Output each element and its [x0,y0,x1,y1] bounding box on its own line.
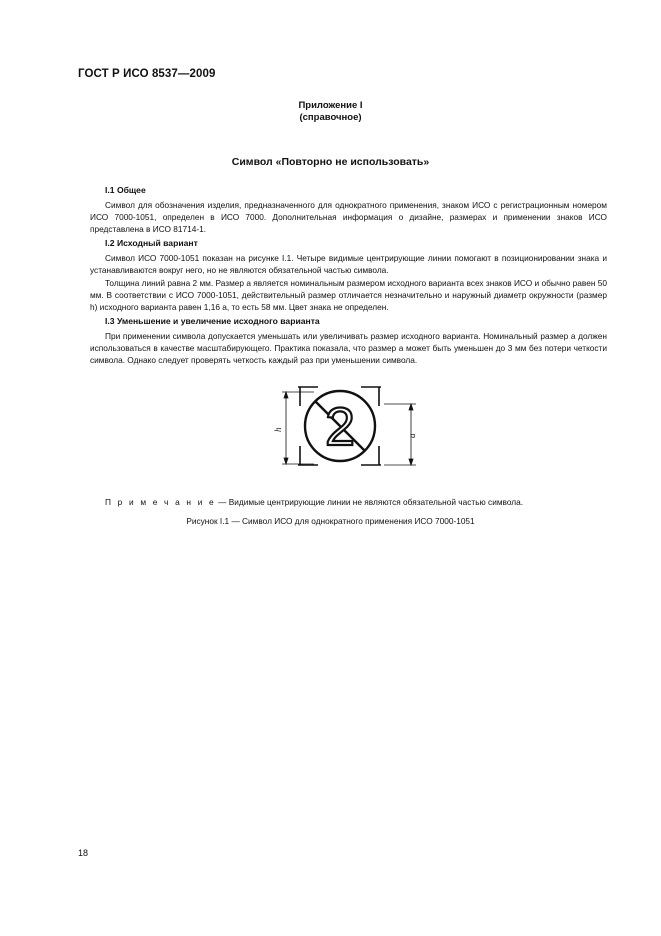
page-number: 18 [78,848,89,858]
paragraph-original-1: Символ ИСО 7000-1051 показан на рисунке I.1. Четыре видимые центрирующие линии помогают в позиционировании знака и устанавливаются вокруг него, но не являются обязательной частью символа. [90,253,607,276]
section-heading-scaling: I.3 Уменьшение и увеличение исходного варианта [105,316,320,326]
paragraph-scaling: При применении символа допускается уменьшать или увеличивать размер исходного варианта. Номинальный размер a должен использоваться в качестве масштабирующего. Практика показала, что размер a может быть уменьшен до 3 мм без потери четкости символа. Однако следует проверять четкость каждый раз при уменьшении символа. [90,331,607,366]
note-label: П р и м е ч а н и е [105,497,216,507]
document-header: ГОСТ Р ИСО 8537—2009 [78,68,216,80]
annex-title: Символ «Повторно не использовать» [231,156,430,168]
figure-symbol [260,378,430,474]
dimension-h-label: h [273,427,283,432]
appendix-label: Приложение I [298,100,363,111]
paragraph-general: Символ для обозначения изделия, предназначенного для однократного применения, знаком ИСО с регистрационным номером ИСО 7000-1051, определен в ИСО 7000. Дополнительная информация о дизайне, размерах и применении знаков ИСО представлена в ИСО 81714-1. [90,200,607,235]
dimension-h [282,392,314,464]
paragraph-original-2: Толщина линий равна 2 мм. Размер a является номинальным размером исходного варианта всех знаков ИСО и обычно равен 50 мм. В соответствии с ИСО 7000-1051, действительный размер отличается незначительно и наружный диаметр окружности (размер h) исходного варианта равен 1,16 a, то есть 58 мм. Цвет знака не определен. [90,278,607,313]
section-heading-original: I.2 Исходный вариант [105,238,198,248]
symbol-digit: 2 [324,397,356,457]
note-text: — Видимые центрирующие линии не являются обязательной частью символа. [215,497,524,507]
section-heading-general: I.1 Общее [105,185,146,195]
figure-caption: Рисунок I.1 — Символ ИСО для однократного применения ИСО 7000-1051 [186,516,475,526]
appendix-type: (справочное) [299,112,362,123]
dimension-a-label: a [407,433,417,438]
figure-note [105,497,523,507]
